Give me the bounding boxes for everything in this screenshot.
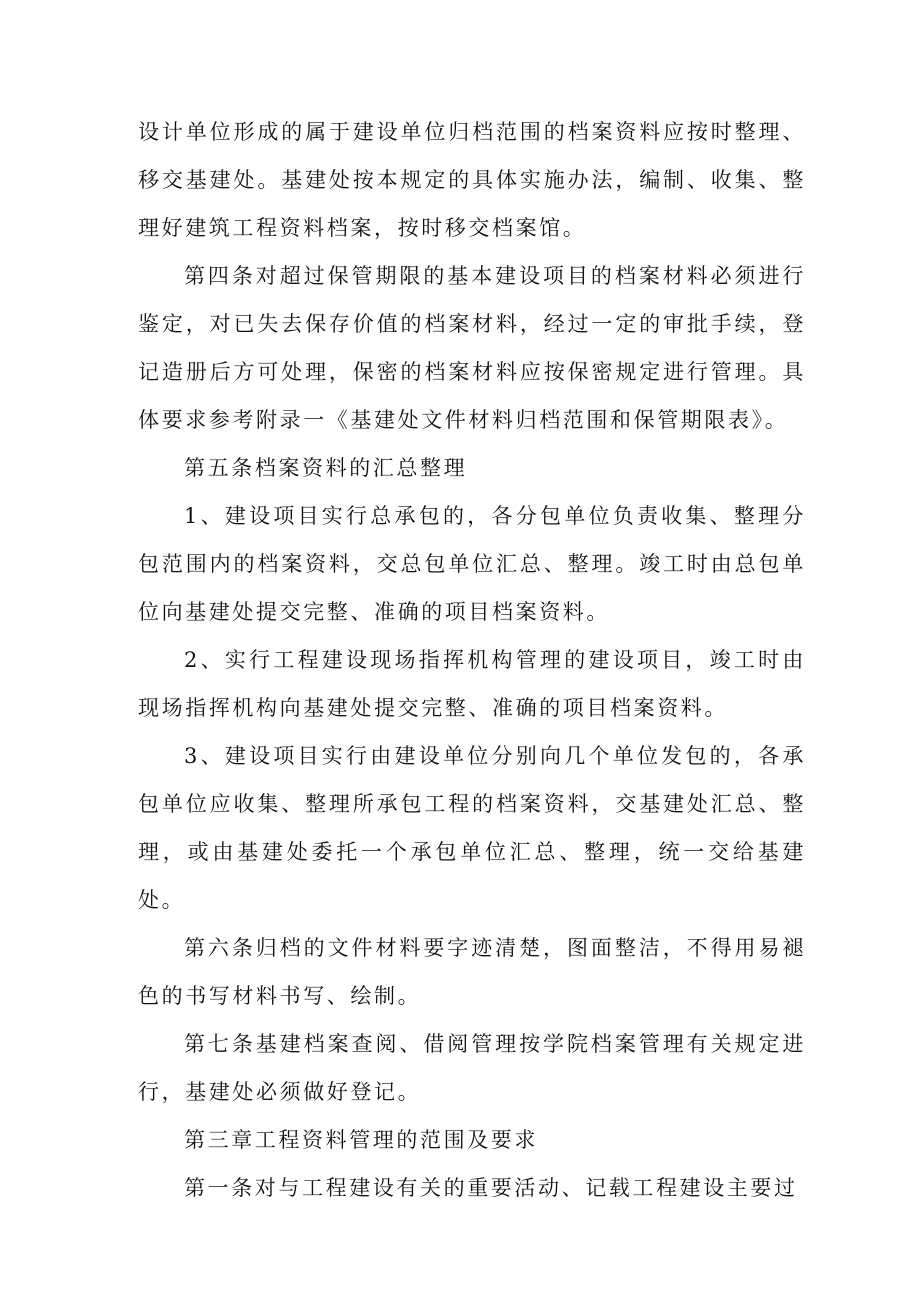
paragraph-item-1: 1、建设项目实行总承包的，各分包单位负责收集、整理分包范围内的档案资料，交总包单位汇总、整理。竣工时由总包单位向基建处提交完整、准确的项目档案资料。 <box>138 504 806 624</box>
paragraph-article-7: 第七条基建档案查阅、借阅管理按学院档案管理有关规定进行，基建处必须做好登记。 <box>138 1032 806 1104</box>
chapter-3-heading: 第三章工程资料管理的范围及要求 <box>184 1128 538 1152</box>
paragraph-article-6: 第六条归档的文件材料要字迹清楚，图面整洁，不得用易褪色的书写材料书写、绘制。 <box>138 936 806 1008</box>
document-body <box>138 108 806 1212</box>
paragraph-item-2: 2、实行工程建设现场指挥机构管理的建设项目，竣工时由现场指挥机构向基建处提交完整、准确的项目档案资料。 <box>138 648 806 720</box>
paragraph-item-3: 3、建设项目实行由建设单位分别向几个单位发包的，各承包单位应收集、整理所承包工程的档案资料，交基建处汇总、整理，或由基建处委托一个承包单位汇总、整理，统一交给基建处。 <box>138 744 806 912</box>
paragraph-article-5-heading: 第五条档案资料的汇总整理 <box>184 456 468 480</box>
paragraph-article-4: 第四条对超过保管期限的基本建设项目的档案材料必须进行鉴定，对已失去保存价值的档案材料，经过一定的审批手续，登记造册后方可处理，保密的档案材料应按保密规定进行管理。具体要求参考附录一《基建处文件材料归档范围和保管期限表》。 <box>138 264 806 432</box>
paragraph-chapter-3-article-1: 第一条对与工程建设有关的重要活动、记载工程建设主要过 <box>184 1176 798 1200</box>
paragraph-continuation: 设计单位形成的属于建设单位归档范围的档案资料应按时整理、移交基建处。基建处按本规定的具体实施办法，编制、收集、整理好建筑工程资料档案，按时移交档案馆。 <box>138 120 806 240</box>
